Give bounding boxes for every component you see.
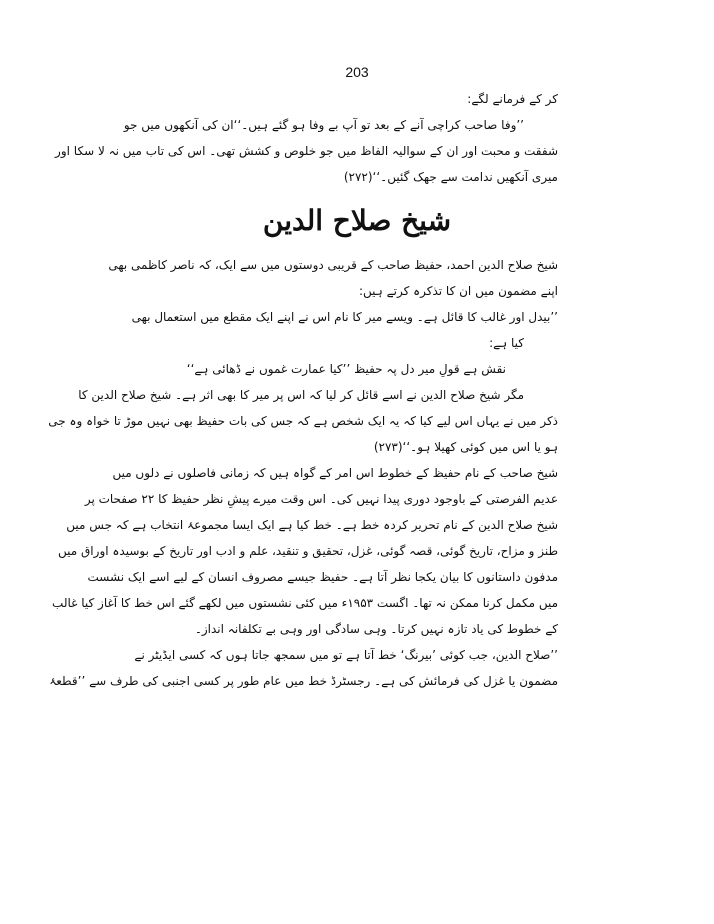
page-body xyxy=(48,86,558,694)
text-line: مگر شیخ صلاح الدین نے اسے قائل کر لیا کہ اس پر میر کا بھی اثر ہے۔ شیخ صلاح الدین کا xyxy=(78,388,524,402)
text-line: کے خطوط کی یاد تازہ نہیں کرتا۔ وہی سادگی اور وہی بے تکلفانہ انداز۔ xyxy=(194,622,558,636)
text-line: ’’وفا صاحب کراچی آنے کے بعد تو آپ بے وفا ہو گئے ہیں۔‘‘ان کی آنکھوں میں جو xyxy=(123,118,524,132)
text-line: کیا ہے: xyxy=(489,336,524,350)
text-line: اپنے مضمون میں ان کا تذکرہ کرتے ہیں: xyxy=(358,284,558,298)
text-line: شیخ صلاح الدین کے نام تحریر کردہ خط ہے۔ خط کیا ہے ایک ایسا مجموعۂ انتخاب ہے کہ جس میں xyxy=(66,518,558,532)
text-line: ذکر میں نے یہاں اس لیے کیا کہ یہ ایک شخص ہے کہ جس کی بات حفیظ بھی نہیں موڑ تا خواہ وہ جی xyxy=(48,414,558,428)
text-line: طنز و مزاح، تاریخ گوئی، قصہ گوئی، غزل، تحقیق و تنقید، علم و ادب اور تاریخ کے بوسیدہ اوراق میں xyxy=(58,544,558,558)
text-line: میری آنکھیں ندامت سے جھک گئیں۔‘‘(۲۷۲) xyxy=(343,170,558,184)
verse-line: نقش ہے قولِ میر دل پہ حفیظ ’’کیا عمارت غموں نے ڈھائی ہے‘‘ xyxy=(186,362,506,376)
text-line: شفقت و محبت اور ان کے سوالیہ الفاظ میں جو خلوص و کشش تھی۔ اس کی تاب میں نہ لا سکا اور xyxy=(55,144,558,158)
text-line: کر کے فرمانے لگے: xyxy=(467,92,558,106)
text-line: عدیم الفرصتی کے باوجود دوری پیدا نہیں کی۔ اس وقت میرے پیشِ نظر حفیظ کا ۲۲ صفحات پر xyxy=(84,492,558,506)
text-line: ’’بیدل اور غالب کا قائل ہے۔ ویسے میر کا نام اس نے اپنے ایک مقطع میں استعمال بھی xyxy=(131,310,558,324)
text-line: مدفون داستانوں کا بیان یکجا نظر آتا ہے۔ حفیظ جیسے مصروف انسان کے لیے اسے ایک نشست xyxy=(87,570,558,584)
page-number: 203 xyxy=(345,64,369,80)
text-line: شیخ صاحب کے نام حفیظ کے خطوط اس امر کے گواہ ہیں کہ زمانی فاصلوں نے دلوں میں xyxy=(112,466,558,480)
text-line: مضمون یا غزل کی فرمائش کی ہے۔ رجسٹرڈ خط میں عام طور پر کسی اجنبی کی طرف سے ’’قطعۂ xyxy=(49,674,558,688)
text-line: ’’صلاح الدین، جب کوئی ’بیرنگ‘ خط آتا ہے تو میں سمجھ جاتا ہوں کہ کسی ایڈیٹر نے xyxy=(134,648,558,662)
text-line: شیخ صلاح الدین احمد، حفیظ صاحب کے قریبی دوستوں میں سے ایک، کہ ناصر کاظمی بھی xyxy=(108,258,558,272)
text-line: ہو یا اس میں کوئی کھیلا ہو۔‘‘(۲۷۳) xyxy=(373,440,558,454)
section-heading: شیخ صلاح الدین xyxy=(262,204,452,237)
text-line: میں مکمل کرنا ممکن نہ تھا۔ اگست ۱۹۵۳ء میں کئی نشستوں میں لکھے گئے اس خط کا آغاز کیا غالب xyxy=(52,596,558,610)
